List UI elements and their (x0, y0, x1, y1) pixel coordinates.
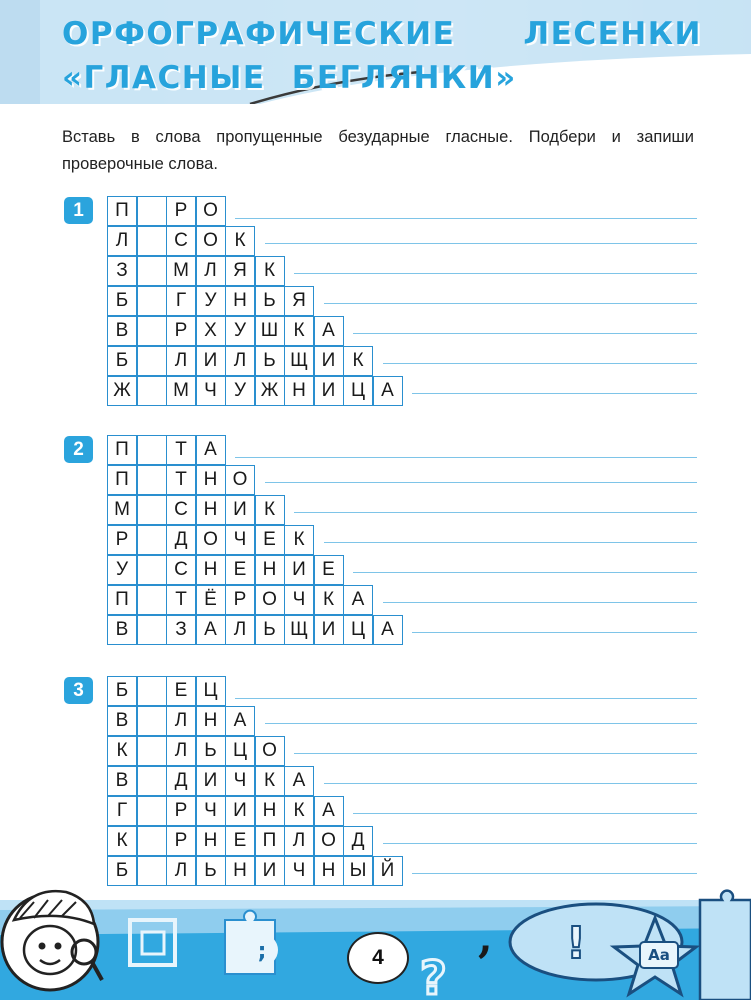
writing-line[interactable] (412, 632, 697, 633)
ladder-row (0, 585, 751, 615)
letter-cell: М (166, 256, 196, 286)
missing-vowel-cell[interactable] (137, 376, 167, 406)
letter-cell: Б (107, 676, 137, 706)
svg-text:;: ; (257, 939, 267, 964)
letter-cell: Ц (343, 615, 373, 645)
aa-badge-text: Aa (648, 946, 670, 964)
missing-vowel-cell[interactable] (137, 796, 167, 826)
letter-cell: Р (166, 316, 196, 346)
missing-vowel-cell[interactable] (137, 286, 167, 316)
letter-cell: Ц (196, 676, 226, 706)
missing-vowel-cell[interactable] (137, 706, 167, 736)
page-title-line-1: ОРФОГРАФИЧЕСКИЕ ЛЕСЕНКИ (62, 16, 702, 52)
letter-cell: А (196, 615, 226, 645)
writing-line[interactable] (294, 273, 697, 274)
writing-line[interactable] (324, 303, 698, 304)
page-number-badge (347, 932, 409, 984)
letter-cell: Л (166, 346, 196, 376)
letter-cell: Ч (284, 585, 314, 615)
letter-cell: Д (166, 525, 196, 555)
svg-text:,: , (478, 913, 493, 962)
letter-cell: П (107, 435, 137, 465)
ladder-row (0, 826, 751, 856)
missing-vowel-cell[interactable] (137, 585, 167, 615)
ladder-row (0, 256, 751, 286)
letter-cell: Е (166, 676, 196, 706)
page-number: 4 (372, 946, 384, 969)
letter-cell: Л (196, 256, 226, 286)
writing-line[interactable] (353, 333, 697, 334)
letter-cell: М (166, 376, 196, 406)
ladder-row (0, 376, 751, 406)
missing-vowel-cell[interactable] (137, 615, 167, 645)
writing-line[interactable] (265, 482, 698, 483)
letter-cell: Д (166, 766, 196, 796)
letter-cell: Р (166, 196, 196, 226)
letter-cell: У (225, 376, 255, 406)
letter-cell: Л (166, 736, 196, 766)
letter-cell: К (225, 226, 255, 256)
missing-vowel-cell[interactable] (137, 256, 167, 286)
letter-cell: А (314, 316, 344, 346)
letter-cell: И (284, 555, 314, 585)
letter-cell: И (314, 376, 344, 406)
letter-cell: К (255, 256, 285, 286)
letter-cell: Щ (284, 615, 314, 645)
letter-cell: Н (225, 286, 255, 316)
letter-cell: Л (225, 615, 255, 645)
writing-line[interactable] (235, 698, 697, 699)
exercise-number-badge: 3 (64, 677, 93, 704)
letter-cell: А (225, 706, 255, 736)
letter-cell: Н (255, 796, 285, 826)
writing-line[interactable] (353, 813, 697, 814)
writing-line[interactable] (324, 542, 698, 543)
ladder-row (0, 196, 751, 226)
missing-vowel-cell[interactable] (137, 196, 167, 226)
ladder-row (0, 525, 751, 555)
letter-cell: К (284, 316, 314, 346)
letter-cell: Ш (255, 316, 285, 346)
letter-cell: О (196, 196, 226, 226)
letter-cell: Р (107, 525, 137, 555)
letter-cell: К (284, 796, 314, 826)
writing-line[interactable] (294, 753, 697, 754)
ladder-row (0, 495, 751, 525)
letter-cell: Ь (196, 856, 226, 886)
letter-cell: К (343, 346, 373, 376)
letter-cell: Ь (196, 736, 226, 766)
letter-cell: Ж (255, 376, 285, 406)
letter-cell: Р (166, 826, 196, 856)
letter-cell: О (196, 525, 226, 555)
letter-cell: И (225, 796, 255, 826)
writing-line[interactable] (412, 873, 697, 874)
letter-cell: Й (373, 856, 403, 886)
exercise-number-badge: 2 (64, 436, 93, 463)
ladder-row (0, 226, 751, 256)
letter-cell: Ь (255, 286, 285, 316)
semicolon-icon (246, 934, 278, 966)
letter-cell: Ь (255, 615, 285, 645)
letter-cell: П (107, 585, 137, 615)
letter-cell: Ц (225, 736, 255, 766)
letter-cell: Н (196, 826, 226, 856)
writing-line[interactable] (294, 512, 697, 513)
letter-cell: Е (255, 525, 285, 555)
writing-line[interactable] (383, 363, 698, 364)
letter-cell: Н (196, 495, 226, 525)
letter-cell: К (107, 736, 137, 766)
letter-cell: Ы (343, 856, 373, 886)
letter-cell: И (314, 346, 344, 376)
letter-cell: Е (225, 826, 255, 856)
page-title-line-2: «ГЛАСНЫЕ БЕГЛЯНКИ» (62, 60, 517, 96)
letter-cell: В (107, 706, 137, 736)
writing-line[interactable] (265, 243, 698, 244)
letter-cell: Г (166, 286, 196, 316)
letter-cell: Л (166, 706, 196, 736)
letter-cell: О (196, 226, 226, 256)
letter-cell: Н (225, 856, 255, 886)
letter-cell: З (107, 256, 137, 286)
letter-cell: Б (107, 346, 137, 376)
missing-vowel-cell[interactable] (137, 826, 167, 856)
missing-vowel-cell[interactable] (137, 316, 167, 346)
question-icon (420, 951, 447, 1000)
writing-line[interactable] (235, 457, 697, 458)
letter-cell: Б (107, 286, 137, 316)
writing-line[interactable] (324, 783, 698, 784)
ladder-row (0, 796, 751, 826)
letter-cell: Ч (196, 796, 226, 826)
letter-cell: С (166, 555, 196, 585)
letter-cell: О (255, 736, 285, 766)
letter-cell: В (107, 766, 137, 796)
letter-cell: Н (196, 465, 226, 495)
letter-cell: Т (166, 465, 196, 495)
writing-line[interactable] (383, 843, 698, 844)
header-banner (0, 0, 751, 104)
letter-cell: Ц (343, 376, 373, 406)
letter-cell: К (255, 766, 285, 796)
ladder-row (0, 706, 751, 736)
letter-cell: А (284, 766, 314, 796)
letter-cell: Т (166, 585, 196, 615)
missing-vowel-cell[interactable] (137, 465, 167, 495)
ladder-row (0, 676, 751, 706)
letter-cell: К (255, 495, 285, 525)
letter-cell: Ч (225, 766, 255, 796)
letter-cell: О (225, 465, 255, 495)
letter-cell: У (225, 316, 255, 346)
missing-vowel-cell[interactable] (137, 495, 167, 525)
ladder-row (0, 766, 751, 796)
letter-cell: Л (107, 226, 137, 256)
missing-vowel-cell[interactable] (137, 435, 167, 465)
ladder-row (0, 615, 751, 645)
comma-icon (478, 913, 493, 962)
letter-cell: И (225, 495, 255, 525)
writing-line[interactable] (412, 393, 697, 394)
letter-cell: Д (343, 826, 373, 856)
writing-line[interactable] (383, 602, 698, 603)
letter-cell: И (255, 856, 285, 886)
ladder-row (0, 465, 751, 495)
writing-line[interactable] (235, 218, 697, 219)
letter-cell: И (196, 766, 226, 796)
letter-cell: Ь (255, 346, 285, 376)
letter-cell: Ё (196, 585, 226, 615)
letter-cell: Н (314, 856, 344, 886)
writing-line[interactable] (353, 572, 697, 573)
letter-cell: И (314, 615, 344, 645)
letter-cell: Л (225, 346, 255, 376)
ladder-row (0, 316, 751, 346)
letter-cell: А (314, 796, 344, 826)
letter-cell: Л (166, 856, 196, 886)
missing-vowel-cell[interactable] (137, 766, 167, 796)
letter-cell: И (196, 346, 226, 376)
letter-cell: Л (284, 826, 314, 856)
letter-cell: Ч (225, 525, 255, 555)
letter-cell: М (107, 495, 137, 525)
missing-vowel-cell[interactable] (137, 525, 167, 555)
letter-cell: Е (314, 555, 344, 585)
ladder-row (0, 555, 751, 585)
letter-cell: С (166, 226, 196, 256)
letter-cell: А (196, 435, 226, 465)
letter-cell: К (284, 525, 314, 555)
missing-vowel-cell[interactable] (137, 555, 167, 585)
letter-cell: П (255, 826, 285, 856)
letter-cell: К (314, 585, 344, 615)
ladder-row (0, 736, 751, 766)
missing-vowel-cell[interactable] (137, 676, 167, 706)
letter-cell: Н (284, 376, 314, 406)
letter-cell: Ж (107, 376, 137, 406)
svg-text:?: ? (420, 951, 447, 1000)
letter-cell: С (166, 495, 196, 525)
letter-cell: Н (196, 706, 226, 736)
letter-cell: Ч (196, 376, 226, 406)
letter-cell: О (255, 585, 285, 615)
letter-cell: У (196, 286, 226, 316)
writing-line[interactable] (265, 723, 698, 724)
ladder-row (0, 286, 751, 316)
exercise-number-badge: 1 (64, 197, 93, 224)
ladder-row (0, 435, 751, 465)
missing-vowel-cell[interactable] (137, 226, 167, 256)
letter-cell: А (373, 615, 403, 645)
task-instruction: Вставь в слова пропущенные безударные гласные. Подбери и запиши проверочные слова. (62, 128, 694, 173)
letter-cell: А (373, 376, 403, 406)
letter-cell: К (107, 826, 137, 856)
letter-cell: Р (166, 796, 196, 826)
letter-cell: Р (225, 585, 255, 615)
letter-cell: Н (255, 555, 285, 585)
svg-text:!: ! (566, 918, 587, 969)
letter-cell: Щ (284, 346, 314, 376)
letter-cell: Х (196, 316, 226, 346)
missing-vowel-cell[interactable] (137, 346, 167, 376)
missing-vowel-cell[interactable] (137, 736, 167, 766)
letter-cell: Б (107, 856, 137, 886)
letter-cell: Ч (284, 856, 314, 886)
letter-cell: А (343, 585, 373, 615)
letter-cell: Т (166, 435, 196, 465)
letter-cell: П (107, 196, 137, 226)
letter-cell: У (107, 555, 137, 585)
letter-cell: П (107, 465, 137, 495)
letter-cell: Я (284, 286, 314, 316)
letter-cell: В (107, 316, 137, 346)
letter-cell: Е (225, 555, 255, 585)
letter-cell: Я (225, 256, 255, 286)
letter-cell: Н (196, 555, 226, 585)
letter-cell: В (107, 615, 137, 645)
letter-cell: О (314, 826, 344, 856)
letter-cell: З (166, 615, 196, 645)
letter-cell: Г (107, 796, 137, 826)
ladder-row (0, 346, 751, 376)
